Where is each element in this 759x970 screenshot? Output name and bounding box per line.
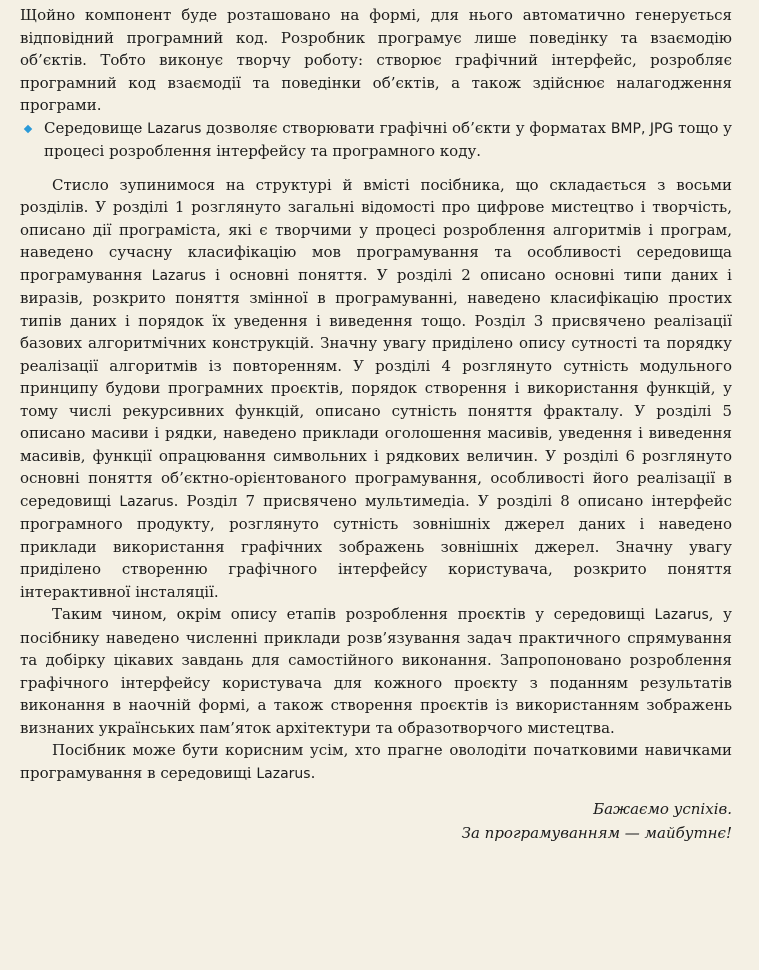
- structure-text-2: і основні поняття. У розділі 2 описано основні типи даних і виразів, розкрито поняття змінної в програмуванні, наведено класифікацію простих типів даних і порядок їх уведення і виведення тощо. Розділ 3 присвячено реалізації базових алгоритмічних конструкцій. Значну увагу приділено опису сутності та порядку реалізації алгоритмів із повторенням. У розділі 4 розглянуто сутність модульного принципу будови програмних проєктів, порядок створення і використання функцій, у тому числі рекурсивних функцій, описано сутність поняття фракталу. У розділі 5 описано масиви і рядки, наведено приклади оголошення масивів, уведення і виведення масивів, функції опрацювання символьних і рядкових величин. У розділі 6 розглянуто основні поняття об’єктно-орієнтованого програмування, особливості його реалізації в середовищі: [20, 265, 732, 510]
- closing-line-2: За програмуванням — майбутнє!: [461, 824, 732, 842]
- structure-lazarus-term-2: Lazarus: [119, 493, 174, 510]
- bullet-formats: BMP, JPG: [610, 120, 674, 137]
- useful-lazarus-term: Lazarus: [256, 765, 311, 782]
- structure-text-3: . Розділ 7 присвячено мультимедіа. У розділі 8 описано інтерфейс програмного продукту, розглянуто сутність зовнішніх джерел даних і наведено приклади використання графічних зображень зовнішніх джерел. Значну увагу приділено створенню графічного інтерфейсу користувача, розкрито поняття інтерактивної інсталяції.: [20, 491, 732, 601]
- bullet-lazarus-term: Lazarus: [147, 120, 202, 137]
- summary-lazarus-term: Lazarus: [654, 607, 709, 623]
- useful-text-2: .: [310, 763, 316, 782]
- closing-line-1: Бажаємо успіхів.: [593, 800, 732, 818]
- useful-paragraph: [20, 739, 732, 785]
- page-content: [20, 4, 732, 845]
- diamond-bullet-icon: [24, 124, 32, 132]
- summary-paragraph: [20, 603, 732, 739]
- bullet-text-before: Середовище: [44, 118, 148, 137]
- structure-text-1: Стисло зупинимося на структурі й вмісті посібника, що складається з восьми розділів. У розділі 1 розглянуто загальні відомості про цифрове мистецтво і творчість, описано дії програміста, які є творчими у процесі розроблення алгоритмів і програм, наведено сучасну класифікацію мов програмування та особливості середовища програмування: [20, 175, 732, 284]
- closing-wishes: [20, 797, 732, 845]
- summary-text-2: , у посібнику наведено численні приклади розв’язування задач практичного спрямування та добірку цікавих завдань для самостійного виконання. Запропоновано розроблення графічного інтерфейсу користувача для кожного проєкту з поданням результатів виконання в наочній формі, а також створення проєктів із використанням зображень визнаних українських пам’яток архітектури та образотворчого мистецтва.: [20, 605, 732, 737]
- structure-paragraph: [20, 174, 732, 604]
- structure-lazarus-term-1: Lazarus: [151, 267, 206, 284]
- useful-text-1: Посібник може бути корисним усім, хто прагне оволодіти початковими навичками програмування в середовищі: [20, 741, 732, 782]
- bullet-text-middle: дозволяє створювати графічні об’єкти у форматах: [201, 118, 611, 137]
- bullet-text-after: тощо у процесі розроблення інтерфейсу та програмного коду.: [44, 118, 732, 160]
- summary-text-1: Таким чином, окрім опису етапів розроблення проєктів у середовищі: [52, 605, 655, 623]
- intro-paragraph: Щойно компонент буде розташовано на формі, для нього автоматично генерується відповідний програмний код. Розробник програмує лише поведінку та взаємодію об’єктів. Тобто виконує творчу роботу: створює графічний інтерфейс, розробляє програмний код взаємодії та поведінки об’єктів, а також здійснює налагодження програми.: [20, 6, 732, 114]
- bullet-item: [20, 117, 732, 163]
